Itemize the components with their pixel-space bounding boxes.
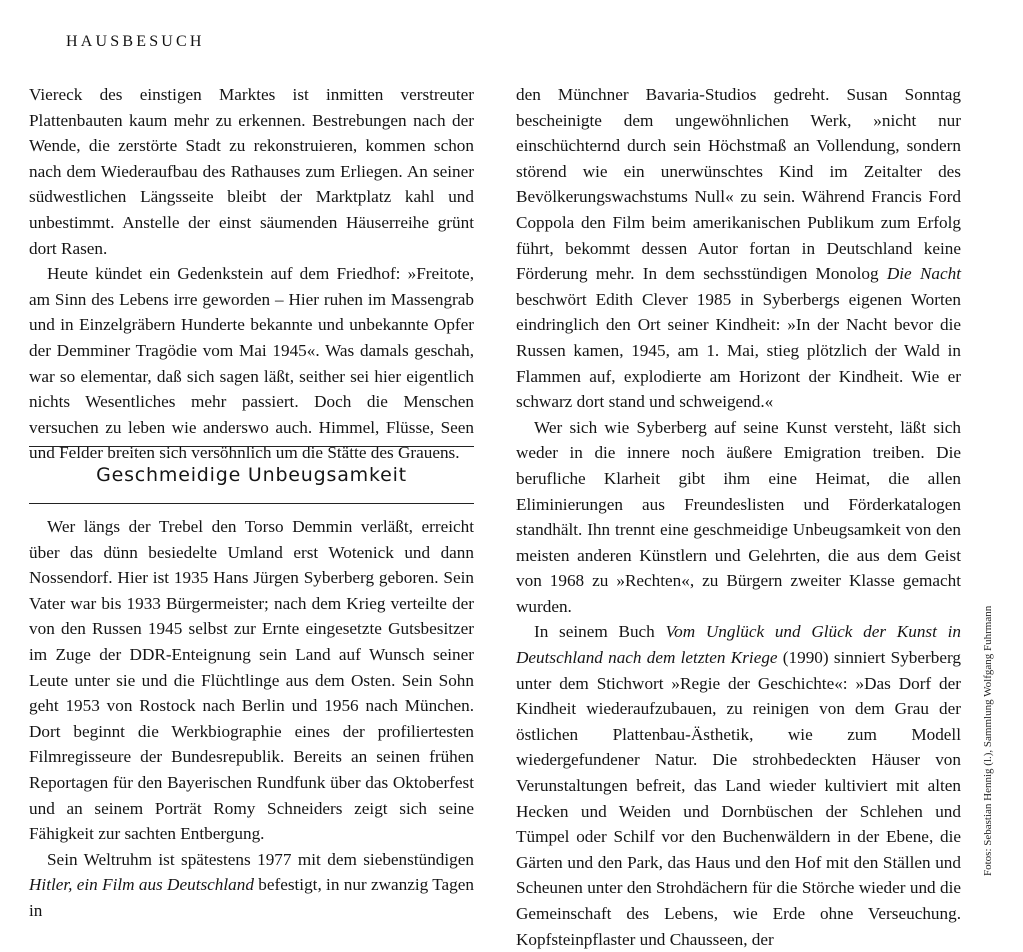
text-run: befestigt, in nur zwanzig Tagen in: [29, 875, 474, 920]
section-heading: Geschmeidige Unbeugsamkeit: [96, 464, 407, 486]
paragraph: [29, 847, 474, 924]
text-run: den Münchner Bavaria-Studios gedreht. Susan Sonntag bescheinigte dem ungewöhnlichen Werk, »nicht nur einschüchternd durch sein Höchstmaß an Vollendung, sondern störend wie ein unerwünschtes Kind im Zeitalter des Bevölkerungswachstums Null« zu sein. Während Francis Ford Coppola den Film beim amerikanischen Publikum zum Erfolg führt, bekommt dessen Autor fortan in Deutschland keine Förderung mehr. In dem sechsstündigen Monolog: [516, 85, 961, 284]
paragraph: Wer längs der Trebel den Torso Demmin verläßt, erreicht über das dünn besiedelte Umland erst Wotenick und dann Nossendorf. Hier ist 1935 Hans Jürgen Syberberg geboren. Sein Vater war bis 1933 Bürgermeister; nach dem Krieg verteilte der von den Russen 1945 selbst zur Ernte eingesetzte Gutsbesitzer im Zuge der DDR-Enteignung sein Land auf Wunsch seiner Leute unter sie und die Flüchtlinge aus dem Osten. Sein Sohn geht 1953 von Rostock nach Berlin und 1956 nach München. Dort beginnt die Werkbiographie eines der profiliertesten Filmregisseure der Bundesrepublik. Bereits an seinen frühen Reportagen für den Bayerischen Rundfunk über das Oktoberfest und an seinem Porträt Romy Schneiders zeigt sich seine Fähigkeit zur sachten Entbergung.: [29, 517, 474, 844]
paragraph: Viereck des einstigen Marktes ist inmitten verstreuter Plattenbauten kaum mehr zu erkennen. Bestrebungen nach der Wende, die zerstörte Stadt zu rekonstruieren, kommen schon nach dem Wiederaufbau des Rathauses zum Erliegen. An seiner südwestlichen Längsseite bleibt der Marktplatz kahl und unbestimmt. Anstelle der einst säumenden Häuserreihe grünt dort Rasen.: [29, 85, 474, 258]
text-run: Sein Weltruhm ist spätestens 1977 mit dem siebenstündigen: [47, 849, 474, 869]
left-column-top: [29, 82, 474, 466]
text-run: (1990) sinniert Syberberg unter dem Stichwort »Regie der Geschichte«: »Das Dorf der Kindheit wiederaufzubauen, zu reinigen von dem Grau der östlichen Plattenbau-Ästhetik, wie zum Modell wiedergefundener Natur. Die strohbedeckten Häuser von Verunstaltungen befreit, das Land wieder kultiviert mit alten Hecken und Weiden und Dornbüschen der Schlehen und Tümpel oder Schilf vor den Buchenwäldern in der Ebene, die Gärten und den Park, das Haus und den Hof mit den Ställen und Scheunen unter den Strohdächern für die Störche wieder und die Gemeinschaft des Lebens, wie Erde ohne Verseuchung. Kopfsteinpflaster und Chausseen, der: [516, 648, 961, 949]
section-heading-box: [29, 446, 474, 504]
text-run: In seinem Buch: [534, 622, 666, 642]
text-run: beschwört Edith Clever 1985 in Syberbergs eigenen Worten eindringlich den Ort seiner Kindheit: »In der Nacht bevor die Russen kamen, 1945, am 1. Mai, stieg plötzlich der Wald in Flammen auf, explodierte am Horizont der Kindheit. Wie er schwarz dort stand und schweigend.«: [516, 289, 961, 412]
paragraph: Wer sich wie Syberberg auf seine Kunst versteht, läßt sich weder in die innere noch äußere Emigration treiben. Die berufliche Klarheit gibt ihm eine Heimat, die allen Eliminierungen aus Freundeslisten und Förderkatalogen standhält. Ihn trennt eine geschmeidige Unbeugsamkeit von den meisten anderen Künstlern und Gelehrten, die aus dem Geist von 1968 zu »Rechten«, zu Bürgern zweiter Klasse gemacht wurden.: [516, 417, 961, 616]
film-title: Die Nacht: [886, 264, 961, 284]
film-title: Hitler, ein Film aus Deutschland: [29, 875, 254, 895]
paragraph: [516, 82, 961, 415]
running-header: HAUSBESUCH: [66, 33, 205, 50]
paragraph: [516, 619, 961, 952]
right-column: [516, 82, 961, 952]
photo-credit: Fotos: Sebastian Hennig (l.), Sammlung Wolfgang Fuhrmann: [982, 605, 994, 876]
left-column-bottom: [29, 514, 474, 924]
book-title: Vom Unglück und Glück der Kunst in Deutschland nach dem letzten Kriege: [516, 622, 961, 668]
paragraph: Heute kündet ein Gedenkstein auf dem Friedhof: »Freitote, am Sinn des Lebens irre geworden – Hier ruhen im Massengrab und in Einzelgräbern Hunderte bekannte und unbekannte Opfer der Demminer Tragödie vom Mai 1945«. Was damals geschah, war so elementar, daß sich sagen läßt, seither sei hier eigentlich nichts Wesentliches mehr passiert. Doch die Menschen versuchen zu leben wie anderswo auch. Himmel, Flüsse, Seen und Felder breiten sich versöhnlich um die Stätte des Grauens.: [29, 264, 474, 463]
